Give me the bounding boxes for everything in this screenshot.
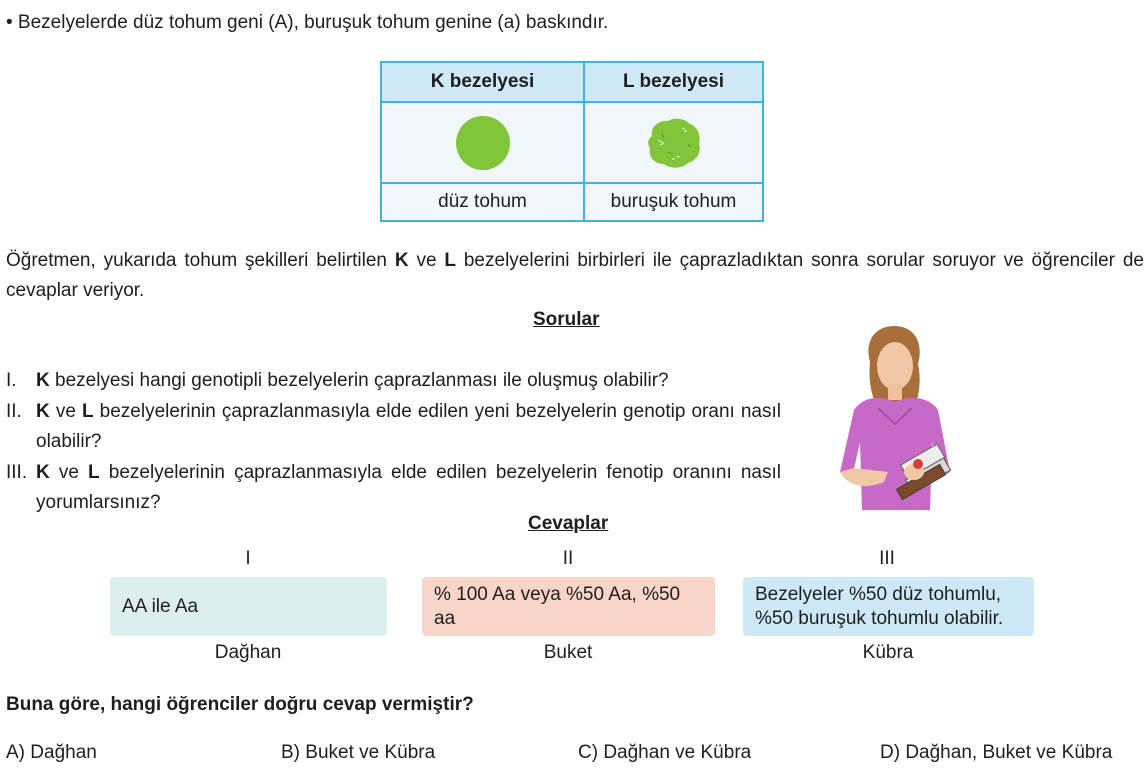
table-label-row (382, 184, 762, 220)
student-name-daghan: Dağhan (214, 642, 282, 663)
table-header-row (382, 63, 762, 103)
option-b[interactable]: B) Buket ve Kübra (281, 742, 436, 763)
student-name-kubra: Kübra (862, 642, 914, 663)
table-divider (583, 63, 585, 220)
table-image-row (382, 103, 762, 184)
answer-label-1: I (245, 548, 251, 569)
option-c[interactable]: C) Dağhan ve Kübra (578, 742, 752, 763)
label-duz-tohum: düz tohum (438, 191, 527, 212)
answer-box-daghan: AA ile Aa (110, 577, 387, 636)
answer-label-2: II (562, 548, 574, 569)
student-name-buket: Buket (543, 642, 593, 663)
header-k-pea: K bezelyesi (430, 71, 535, 92)
wrinkled-pea-icon (644, 114, 704, 172)
context-paragraph: Öğretmen, yukarıda tohum şekilleri belirtilen K ve L bezelyelerini birbirleri ile çaprazladıktan sonra sorular soruyor ve öğrenciler de cevaplar veriyor. (6, 250, 1144, 301)
teacher-illustration (818, 322, 968, 510)
header-l-pea: L bezelyesi (622, 71, 725, 92)
label-burusuk-tohum: buruşuk tohum (610, 191, 737, 212)
questions-heading: Sorular (533, 309, 600, 330)
intro-text: • Bezelyelerde düz tohum geni (A), buruşuk tohum genine (a) baskındır. (6, 12, 609, 33)
option-a[interactable]: A) Dağhan (6, 742, 97, 763)
answer-label-3: III (879, 548, 895, 569)
answers-heading: Cevaplar (528, 513, 609, 534)
pea-table (380, 61, 764, 222)
answer-box-buket: % 100 Aa veya %50 Aa, %50 aa (422, 577, 715, 636)
round-pea-icon (456, 116, 510, 170)
option-d[interactable]: D) Dağhan, Buket ve Kübra (880, 742, 1113, 763)
main-question: Buna göre, hangi öğrenciler doğru cevap vermiştir? (6, 694, 474, 715)
answer-box-kubra: Bezelyeler %50 düz tohumlu, %50 buruşuk tohumlu olabilir. (743, 577, 1034, 636)
